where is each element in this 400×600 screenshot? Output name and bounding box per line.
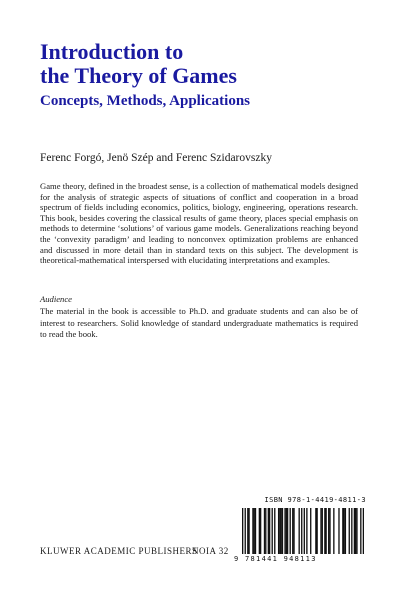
barcode-bar-42 bbox=[345, 508, 346, 554]
barcode-bar-36 bbox=[328, 508, 329, 554]
barcode-bar-19 bbox=[284, 508, 285, 554]
barcode-bar-32 bbox=[320, 508, 321, 554]
audience-heading: Audience bbox=[40, 294, 72, 304]
barcode-bar-5 bbox=[254, 508, 255, 554]
barcode-bar-23 bbox=[292, 508, 293, 554]
barcode-bar-3 bbox=[248, 508, 249, 554]
barcode-bar-15 bbox=[278, 508, 279, 554]
barcode-bar-45 bbox=[354, 508, 355, 554]
barcode-bar-8 bbox=[260, 508, 261, 554]
audience-paragraph: The material in the book is accessible to Ph.D. and graduate students and can also be of interest to researchers. Solid knowledge of standard undergraduate mathematics is required to read the book. bbox=[40, 306, 358, 340]
barcode-bar-9 bbox=[264, 508, 265, 554]
barcode-bar-27 bbox=[304, 508, 305, 554]
barcode-bar-30 bbox=[315, 508, 316, 554]
barcode-bar-2 bbox=[247, 508, 248, 554]
barcode-bar-14 bbox=[274, 508, 275, 554]
barcode-image bbox=[242, 508, 364, 554]
barcode-bar-16 bbox=[279, 508, 280, 554]
barcode-bar-44 bbox=[351, 508, 352, 554]
isbn-number: ISBN 978-1-4419-4811-3 bbox=[264, 496, 366, 504]
isbn-barcode-block bbox=[230, 496, 366, 568]
barcode-bar-39 bbox=[338, 508, 339, 554]
barcode-bar-37 bbox=[329, 508, 330, 554]
series-number: NOIA 32 bbox=[192, 546, 229, 556]
barcode-bar-24 bbox=[293, 508, 294, 554]
barcode-bar-20 bbox=[286, 508, 287, 554]
barcode-bar-47 bbox=[356, 508, 357, 554]
barcode-bar-21 bbox=[287, 508, 288, 554]
barcode-bar-48 bbox=[360, 508, 361, 554]
abstract-paragraph: Game theory, defined in the broadest sense, is a collection of mathematical models designed for the analysis of strategic aspects of situations of conflict and cooperation in a broad spectrum of fields including economics, politics, biology, engineering, operations research. This book, besides covering the classical results of game theory, places special emphasis on methods to determine ‘solutions’ of various game models. Generalizations reaching beyond the ‘convexity paradigm’ and leading to nonconvex optimization problems are enhanced and discussed in more detail than in standard texts on this subject. The development is theoretical-mathematical interspersed with elucidating interpretations and examples. bbox=[40, 181, 358, 266]
barcode-bar-28 bbox=[306, 508, 307, 554]
book-title-line-1: Introduction to bbox=[40, 39, 184, 64]
book-subtitle: Concepts, Methods, Applications bbox=[40, 93, 251, 109]
barcode-bar-4 bbox=[252, 508, 253, 554]
barcode-bar-6 bbox=[255, 508, 256, 554]
publisher-name: KLUWER ACADEMIC PUBLISHERS bbox=[40, 546, 198, 556]
barcode-bar-7 bbox=[259, 508, 260, 554]
barcode-bar-46 bbox=[355, 508, 356, 554]
barcode-bar-43 bbox=[349, 508, 350, 554]
barcode-bar-41 bbox=[343, 508, 344, 554]
barcode-bar-18 bbox=[282, 508, 283, 554]
barcode-bar-35 bbox=[325, 508, 326, 554]
barcode-bar-1 bbox=[245, 508, 246, 554]
authors: Ferenc Forgó, Jenö Szép and Ferenc Szidarovszky bbox=[40, 152, 272, 164]
barcode-bar-33 bbox=[322, 508, 323, 554]
barcode-bar-29 bbox=[310, 508, 311, 554]
book-title-line-2: the Theory of Games bbox=[40, 63, 237, 88]
barcode-bar-38 bbox=[333, 508, 334, 554]
barcode-bar-12 bbox=[269, 508, 270, 554]
title-block bbox=[40, 40, 370, 110]
barcode-bar-25 bbox=[299, 508, 300, 554]
barcode-bar-10 bbox=[265, 508, 266, 554]
barcode-bar-26 bbox=[301, 508, 302, 554]
barcode-bar-22 bbox=[290, 508, 291, 554]
barcode-bar-34 bbox=[324, 508, 325, 554]
barcode-bar-31 bbox=[316, 508, 317, 554]
barcode-bar-11 bbox=[268, 508, 269, 554]
barcode-bar-13 bbox=[272, 508, 273, 554]
barcode-bar-49 bbox=[363, 508, 364, 554]
barcode-digits: 9 781441 948113 bbox=[234, 555, 317, 563]
barcode-bar-0 bbox=[242, 508, 243, 554]
barcode-bar-40 bbox=[342, 508, 343, 554]
barcode-bar-17 bbox=[281, 508, 282, 554]
